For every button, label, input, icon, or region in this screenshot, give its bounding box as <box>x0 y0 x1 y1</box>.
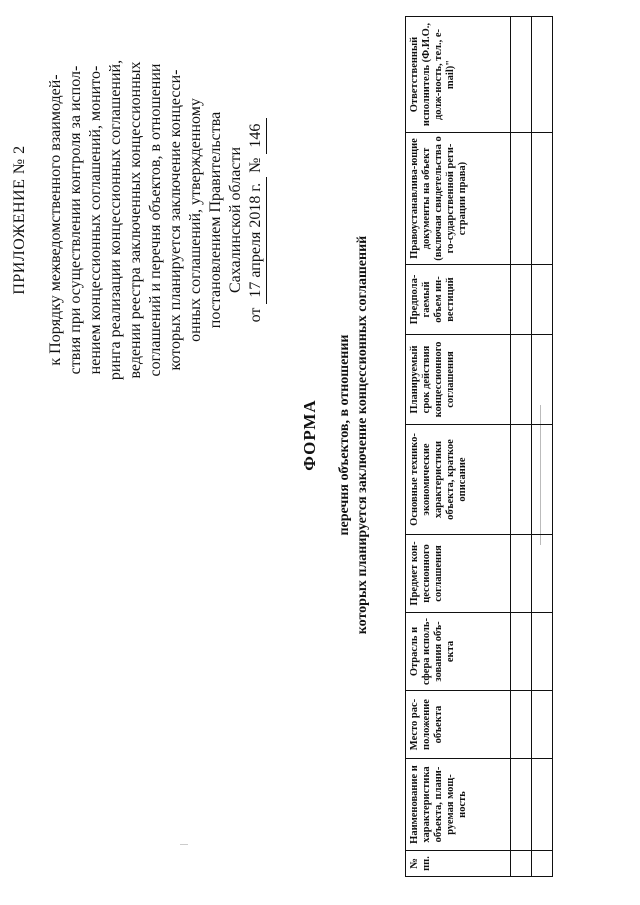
appendix-line: соглашений и перечня объектов, в отношении <box>147 63 164 377</box>
table-cell <box>511 133 532 265</box>
objects-table-wrap <box>405 17 553 877</box>
table-row <box>532 17 553 877</box>
table-header-row <box>406 17 511 877</box>
table-cell <box>532 425 553 535</box>
appendix-line: ведении реестра заключенных концессионных <box>127 61 144 379</box>
table-cell <box>532 691 553 759</box>
table-cell <box>511 425 532 535</box>
table-cell <box>511 759 532 851</box>
table-cell <box>532 133 553 265</box>
table-cell <box>511 535 532 613</box>
table-cell <box>532 851 553 877</box>
date-prefix: от <box>247 307 264 323</box>
table-cell <box>511 17 532 133</box>
appendix-title: ПРИЛОЖЕНИЕ № 2 <box>11 145 28 295</box>
header-cell-number: № пп. <box>406 851 511 877</box>
table-cell <box>511 851 532 877</box>
table-cell <box>511 613 532 691</box>
appendix-line: к Порядку межведомственного взаимодей- <box>47 74 64 366</box>
table-cell <box>511 691 532 759</box>
header-cell-investments: Предпола-гаемый объем ин-вестиций <box>406 265 511 335</box>
form-subtitle-line-2: которых планируется заключение концессионных соглашений <box>355 235 370 635</box>
appendix-line: нением концессионных соглашений, монито- <box>87 65 104 375</box>
number-prefix: № <box>247 157 264 173</box>
appendix-block <box>10 55 267 385</box>
appendix-line: Сахалинской области <box>227 146 244 294</box>
objects-table <box>405 16 553 877</box>
appendix-line: ринга реализации концессионных соглашений, <box>107 59 124 381</box>
header-cell-documents: Правоустанавлива-ющие документы на объект (включая свидетельства о го-сударственной реги-страции права) <box>406 133 511 265</box>
header-cell-characteristics: Основные технико-экономические характеристики объекта, краткое описание <box>406 425 511 535</box>
header-cell-location: Место рас-положение объекта <box>406 691 511 759</box>
appendix-number: 146 <box>246 118 267 154</box>
table-cell <box>532 759 553 851</box>
header-cell-name: Наименование и характеристика объекта, плани-руемая мощ-ность <box>406 759 511 851</box>
header-cell-responsible: Ответственный исполнитель (Ф.И.О., долж-ность, тел., e-mail)" <box>406 17 511 133</box>
table-cell <box>532 17 553 133</box>
appendix-line: которых планируется заключение концесси- <box>167 69 184 371</box>
header-cell-term: Планируемый срок действия концессионного соглашения <box>406 335 511 425</box>
appendix-body <box>46 55 267 385</box>
table-cell <box>532 613 553 691</box>
table-row <box>511 17 532 877</box>
scan-artifact-mark <box>180 844 188 845</box>
table-cell <box>532 265 553 335</box>
appendix-date-line <box>246 55 267 385</box>
table-cell <box>511 335 532 425</box>
form-heading <box>300 195 372 675</box>
form-subtitle-line-1: перечня объектов, в отношении <box>337 334 352 536</box>
header-cell-industry: Отрасль и сфера исполь-зования объ-екта <box>406 613 511 691</box>
table-cell <box>532 535 553 613</box>
appendix-line: онных соглашений, утвержденному <box>187 98 204 342</box>
table-cell <box>511 265 532 335</box>
appendix-line: ствия при осуществлении контроля за испол- <box>67 65 84 375</box>
appendix-date: 17 апреля 2018 г. <box>246 177 267 304</box>
appendix-line: постановлением Правительства <box>207 111 224 329</box>
header-cell-subject: Предмет кон-цессионного соглашения <box>406 535 511 613</box>
table-cell <box>532 335 553 425</box>
form-title: ФОРМА <box>300 399 319 471</box>
